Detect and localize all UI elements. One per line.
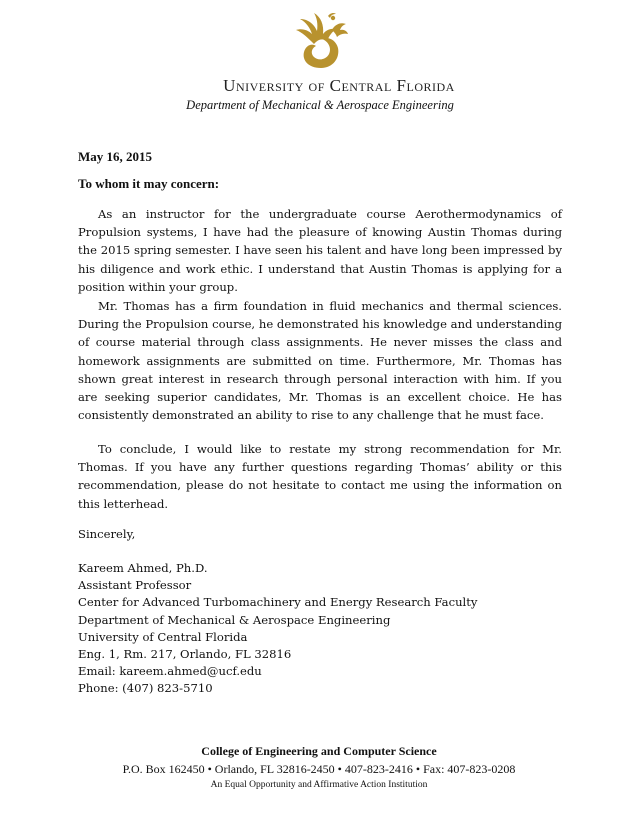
signer-name: Kareem Ahmed, Ph.D. (78, 561, 208, 575)
signer-title: Assistant Professor (78, 578, 192, 593)
paragraph-1: As an instructor for the undergraduate course Aerothermodynamics of Propulsion systems, I have had the pleasure of knowing Austin Thomas during the 2015 spring semester. I have seen his talent and have long been impressed by his diligence and work ethic. I understand that Austin Thomas is applying for a position within your group. (78, 207, 562, 294)
department-header: Department of Mechanical & Aerospace Engineering (186, 98, 454, 112)
signer-phone: Phone: (407) 823-5710 (78, 681, 213, 696)
paragraph-3: To conclude, I would like to restate my strong recommendation for Mr. Thomas. If you have any further questions regarding Thomas’ ability or this recommendation, please do not hesitate to contact me using the information on this letterhead. (78, 442, 562, 511)
salutation: To whom it may concern: (78, 176, 220, 191)
signer-address: Eng. 1, Rm. 217, Orlando, FL 32816 (78, 647, 292, 662)
closing: Sincerely, (78, 527, 136, 541)
signer-department: Department of Mechanical & Aerospace Engineering (78, 612, 391, 627)
footer-college: College of Engineering and Computer Science (201, 744, 437, 758)
signature-block (78, 560, 562, 698)
letter-date: May 16, 2015 (78, 149, 153, 164)
signer-email: Email: kareem.ahmed@ucf.edu (78, 664, 262, 679)
university-name: University of Central Florida (223, 76, 455, 95)
signer-university: University of Central Florida (78, 629, 248, 644)
footer-contact: P.O. Box 162450 • Orlando, FL 32816-2450 • 407-823-2416 • Fax: 407-823-0208 (122, 762, 516, 776)
paragraph-2: Mr. Thomas has a firm foundation in fluid mechanics and thermal sciences. During the Propulsion course, he demonstrated his knowledge and understanding of course material through class assignments. He never misses the class and homework assignments are submitted on time. Furthermore, Mr. Thomas has shown great interest in research through personal interaction with him. If you are seeking superior candidates, Mr. Thomas is an excellent choice. He has consistently demonstrated an ability to rise to any challenge that he must face. (78, 299, 562, 423)
signer-center: Center for Advanced Turbomachinery and Energy Research Faculty (78, 595, 478, 610)
pegasus-logo-icon (288, 10, 354, 72)
footer-equal-opportunity: An Equal Opportunity and Affirmative Action Institution (210, 780, 428, 790)
